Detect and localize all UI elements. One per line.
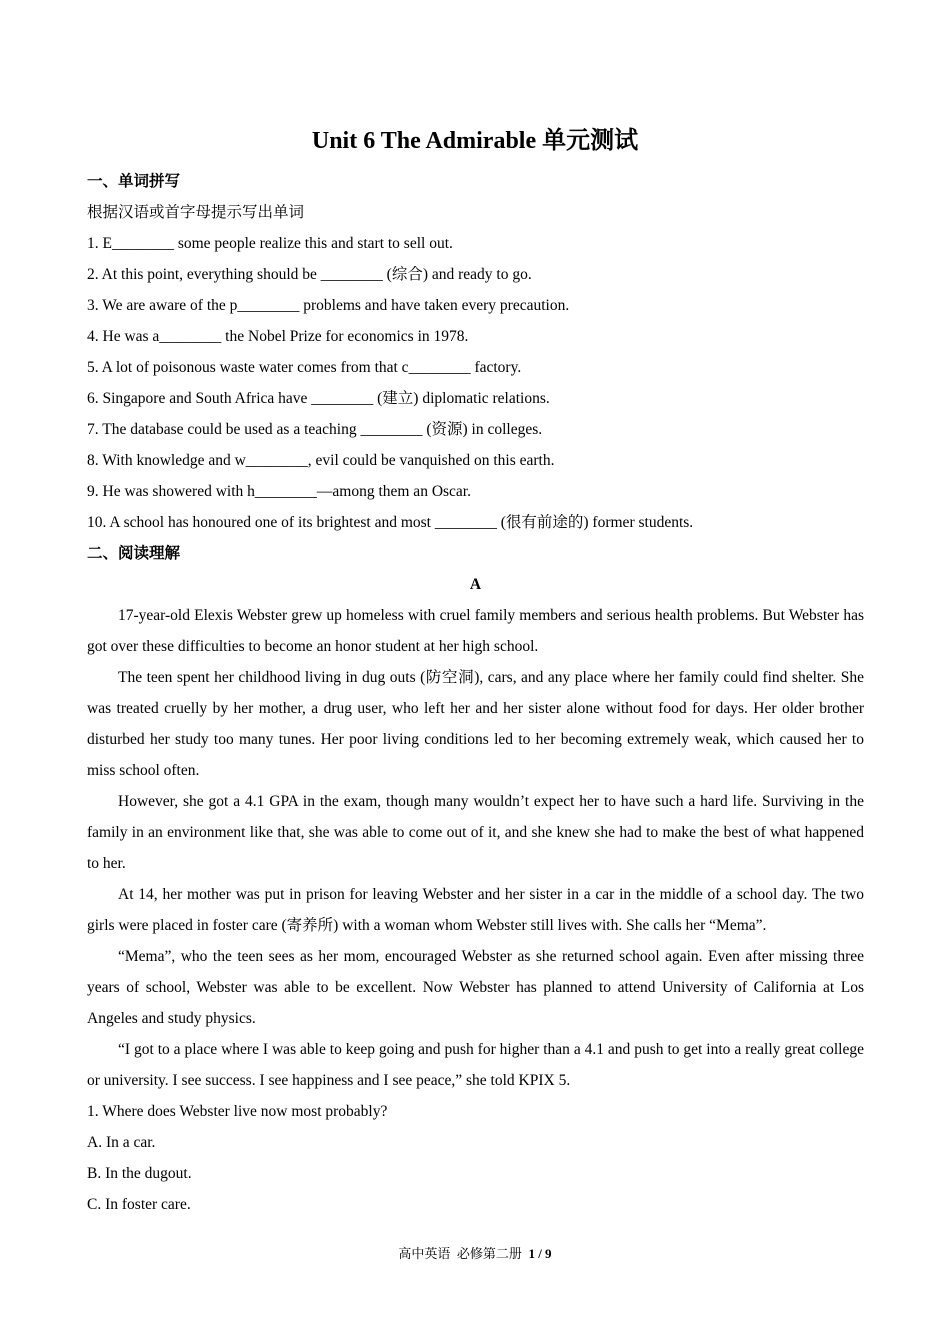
spelling-item: 8. With knowledge and w________, evil could be vanquished on this earth. [87,452,555,469]
passage-label: A [469,576,482,593]
spelling-item: 1. E________ some people realize this and start to sell out. [87,235,453,252]
answer-option: C. In foster care. [87,1196,191,1213]
question-text: 1. Where does Webster live now most probably? [87,1103,388,1120]
spelling-item: 4. He was a________ the Nobel Prize for economics in 1978. [87,328,469,345]
section-heading-spelling: 一、单词拼写 [87,173,181,190]
section-heading-reading: 二、阅读理解 [87,545,181,562]
document-title: Unit 6 The Admirable 单元测试 [311,128,639,154]
document-body [87,166,864,1220]
spelling-item: 2. At this point, everything should be ________ (综合) and ready to go. [87,266,532,283]
spelling-item: 5. A lot of poisonous waste water comes from that c________ factory. [87,359,522,376]
page-number: 1 / 9 [528,1246,552,1261]
spelling-item: 3. We are aware of the p________ problems and have taken every precaution. [87,297,570,314]
passage-paragraph: “Mema”, who the teen sees as her mom, encouraged Webster as she returned school again. Even after missing three years of school, Webster was able to be excellent. Now Webster has planned to attend University of California at Los Angeles and study physics. [87,948,864,1027]
footer-text: 高中英语 必修第二册 [398,1246,529,1261]
spelling-item: 7. The database could be used as a teaching ________ (资源) in colleges. [87,421,543,438]
passage-paragraph: “I got to a place where I was able to keep going and push for higher than a 4.1 and push to get into a really great college or university. I see success. I see happiness and I see peace,” she told KPIX 5. [87,1041,864,1089]
answer-option: A. In a car. [87,1134,156,1151]
section-instruction: 根据汉语或首字母提示写出单词 [87,204,305,221]
answer-option: B. In the dugout. [87,1165,192,1182]
passage-paragraph: At 14, her mother was put in prison for leaving Webster and her sister in a car in the middle of a school day. The two girls were placed in foster care (寄养所) with a woman whom Webster still lives with. She calls her “Mema”. [87,886,864,934]
spelling-item: 6. Singapore and South Africa have ________ (建立) diplomatic relations. [87,390,550,407]
passage-paragraph: However, she got a 4.1 GPA in the exam, though many wouldn’t expect her to have such a hard life. Surviving in the family in an environment like that, she was able to come out of it, and she knew she had to make the best of what happened to her. [87,793,864,872]
spelling-item: 9. He was showered with h________—among them an Oscar. [87,483,471,500]
spelling-item: 10. A school has honoured one of its brightest and most ________ (很有前途的) former students. [87,514,694,531]
page-footer [0,1243,950,1265]
passage-paragraph: The teen spent her childhood living in dug outs (防空洞), cars, and any place where her family could find shelter. She was treated cruelly by her mother, a drug user, who left her and her sister alone without food for days. Her older brother disturbed her study too many tunes. Her poor living conditions led to her becoming extremely weak, which caused her to miss school often. [87,669,864,779]
passage-paragraph: 17-year-old Elexis Webster grew up homeless with cruel family members and serious health problems. But Webster has got over these difficulties to become an honor student at her high school. [87,607,864,655]
